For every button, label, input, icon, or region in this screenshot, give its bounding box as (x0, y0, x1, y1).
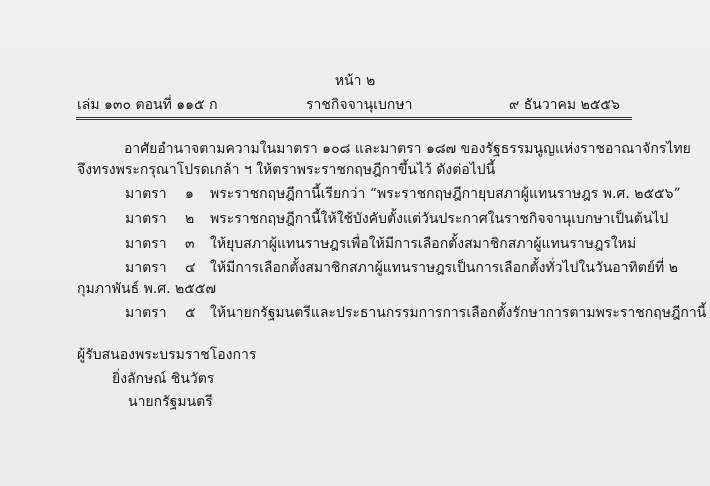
section-label: มาตรา (125, 211, 167, 227)
publication-name: ราชกิจจานุเบกษา (306, 97, 413, 113)
section-label: มาตรา (125, 186, 167, 202)
section-text: พระราชกฤษฎีกานี้ให้ใช้บังคับตั้งแต่วันประกาศในราชกิจจานุเบกษาเป็นต้นไป (210, 211, 669, 227)
publication-date: ๙ ธันวาคม ๒๕๕๖ (509, 97, 620, 113)
page-number: หน้า ๒ (334, 73, 376, 89)
section-label: มาตรา (125, 305, 167, 321)
section-text: ให้นายกรัฐมนตรีและประธานกรรมการการเลือกตั้งรักษาการตามพระราชกฤษฎีกานี้ (210, 305, 707, 321)
section-text-continuation: กุมภาพันธ์ พ.ศ. ๒๕๕๗ (77, 281, 217, 297)
section-number: ๔ (185, 260, 196, 276)
section-number: ๒ (185, 211, 195, 227)
section-label: มาตรา (125, 236, 167, 252)
header-rule-top (76, 117, 632, 118)
section-number: ๓ (185, 236, 195, 252)
section-text: พระราชกฤษฎีกานี้เรียกว่า “พระราชกฤษฎีกายุบสภาผู้แทนราษฎร พ.ศ. ๒๕๕๖” (210, 186, 681, 202)
section-text: ให้ยุบสภาผู้แทนราษฎรเพื่อให้มีการเลือกตั้งสมาชิกสภาผู้แทนราษฎรใหม่ (210, 236, 637, 252)
countersign-label: ผู้รับสนองพระบรมราชโองการ (77, 347, 257, 363)
section-number: ๕ (185, 305, 196, 321)
signatory-name: ยิ่งลักษณ์ ชินวัตร (112, 371, 215, 387)
preamble-line-2: จึงทรงพระกรุณาโปรดเกล้า ฯ ให้ตราพระราชกฤษฎีกาขึ้นไว้ ดังต่อไปนี้ (77, 162, 496, 178)
header-rule-bottom (76, 119, 632, 120)
section-text: ให้มีการเลือกตั้งสมาชิกสภาผู้แทนราษฎรเป็นการเลือกตั้งทั่วไปในวันอาทิตย์ที่ ๒ (210, 260, 678, 276)
section-label: มาตรา (125, 260, 167, 276)
volume-issue: เล่ม ๑๓๐ ตอนที่ ๑๑๕ ก (77, 97, 218, 113)
signatory-title: นายกรัฐมนตรี (128, 394, 213, 410)
section-number: ๑ (185, 186, 194, 202)
preamble-line-1: อาศัยอำนาจตามความในมาตรา ๑๐๘ และมาตรา ๑๘๗ ของรัฐธรรมนูญแห่งราชอาณาจักรไทย (124, 141, 691, 157)
